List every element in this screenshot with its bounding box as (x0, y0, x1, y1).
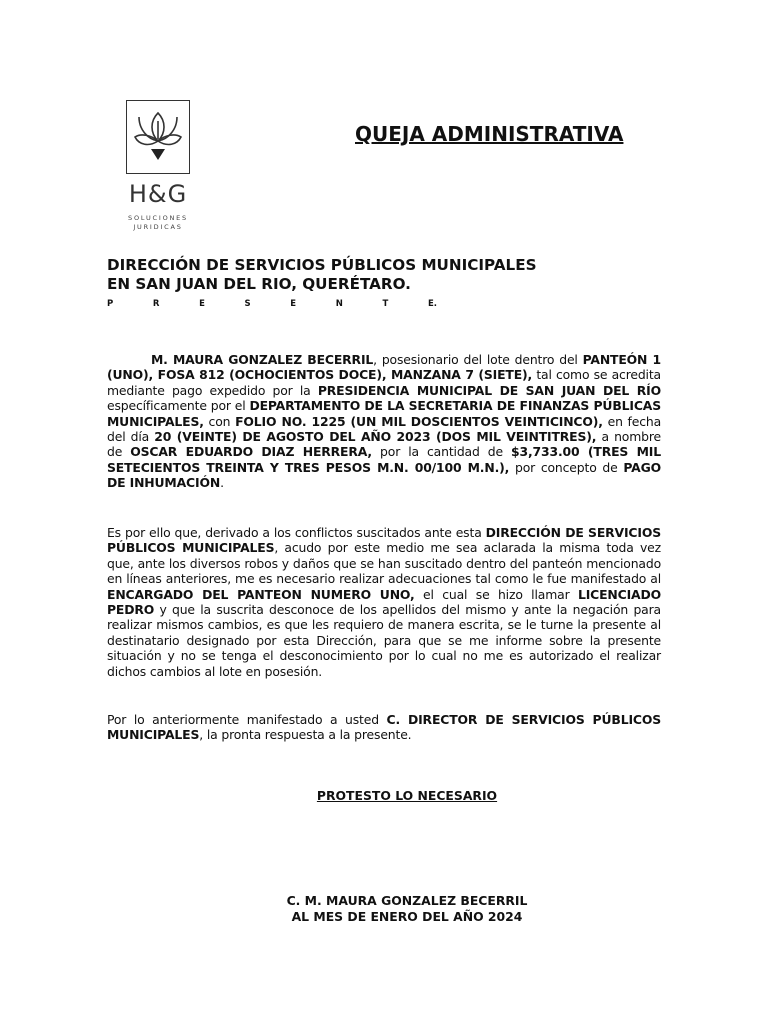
director-title: C. DIRECTOR DE SERVICIOS PÚBLICOS MUNICIPALES (107, 712, 662, 743)
closing-formula: PROTESTO LO NECESARIO (316, 788, 498, 803)
logo-subtitle-2: JURIDICAS (133, 223, 183, 231)
text-run: por la cantidad de (371, 444, 512, 460)
addressee-block (107, 256, 537, 293)
signature-date: AL MES DE ENERO DEL AÑO 2024 (291, 908, 523, 924)
presente-letter: N (335, 299, 343, 309)
text-run: el cual se hizo llamar (414, 586, 578, 602)
issuing-authority: PRESIDENCIA MUNICIPAL DE SAN JUAN DEL RÍO (317, 382, 661, 398)
presente-letter: P (107, 299, 114, 309)
paragraph-request (107, 525, 661, 679)
text-run: tal como se acredita mediante pago expedido por la (107, 367, 661, 398)
text-run: , posesionario del lote dentro del (373, 352, 583, 367)
text-run: , la pronta respuesta a la presente. (199, 727, 412, 743)
presente-letter: E (290, 299, 297, 309)
text-run: Es por ello que, derivado a los conflictos suscitados ante esta (107, 525, 486, 540)
presente-letter: R (152, 299, 160, 309)
paragraph-statement (107, 352, 661, 491)
directorate-name: DIRECCIÓN DE SERVICIOS PÚBLICOS MUNICIPALES (107, 525, 661, 556)
payment-date: 20 (VEINTE) DE AGOSTO DEL AÑO 2023 (DOS MIL VEINTITRES), (154, 429, 597, 445)
text-run: específicamente por el (107, 398, 250, 414)
presente-letter: E. (427, 299, 437, 309)
logo-emblem (126, 100, 190, 174)
cemetery-manager: ENCARGADO DEL PANTEON NUMERO UNO, (107, 586, 415, 602)
logo-subtitle-1: SOLUCIONES (128, 214, 188, 222)
lotus-icon (131, 107, 185, 167)
text-run: con (203, 413, 236, 429)
text-run: . (220, 475, 224, 491)
signature-block (107, 893, 707, 924)
manager-name: LICENCIADO PEDRO (107, 586, 661, 618)
signer-name: C. M. MAURA GONZALEZ BECERRIL (286, 893, 528, 908)
document-title: QUEJA ADMINISTRATIVA (355, 122, 624, 146)
presente-letter: E (199, 299, 205, 309)
addressee-line-1: DIRECCIÓN DE SERVICIOS PÚBLICOS MUNICIPALES (107, 256, 537, 274)
payment-amount: $3,733.00 (TRES MIL SETECIENTOS TREINTA Y TRES PESOS M.N. 00/100 M.N.), (107, 444, 662, 475)
complainant-name: M. MAURA GONZALEZ BECERRIL (151, 352, 374, 367)
addressee-line-2: EN SAN JUAN DEL RIO, QUERÉTARO. (107, 274, 411, 293)
text-run: y que la suscrita desconoce de los apellidos del mismo y ante la negación para realizar mismos cambios, es que les requiero de manera escrita, se le turne la presente al destinatario designado por esta Dirección, para que se me informe sobre la presente situación y no se tenga el desconocimiento por lo cual no me es autorizado el realizar dichos cambios al lote en posesión. (107, 602, 661, 679)
payment-concept: PAGO DE INHUMACIÓN (107, 459, 661, 491)
paragraph-closing (107, 712, 661, 743)
text-run: por concepto de (509, 459, 624, 475)
company-logo (118, 94, 206, 244)
text-run: Por lo anteriormente manifestado a usted (107, 712, 387, 727)
lot-location: PANTEÓN 1 (UNO), FOSA 812 (OCHOCIENTOS DOCE), MANZANA 7 (SIETE), (107, 352, 661, 383)
text-run: a nombre de (107, 429, 662, 460)
text-run: en fecha del día (107, 413, 662, 445)
department-name: DEPARTAMENTO DE LA SECRETARIA DE FINANZAS PÚBLICAS MUNICIPALES, (107, 398, 661, 429)
payer-name: OSCAR EDUARDO DIAZ HERRERA, (130, 444, 372, 460)
presente-line (107, 299, 437, 309)
presente-letter: S (244, 299, 251, 309)
logo-wordmark: H&G (128, 180, 188, 208)
text-run: , acudo por este medio me sea aclarada la misma toda vez que, ante los diversos robos y daños que se han suscitado dentro del panteón mencionado en líneas anteriores, me es necesario realizar adecuaciones tal como le fue manifestado al (107, 540, 661, 587)
folio-number: FOLIO NO. 1225 (UN MIL DOSCIENTOS VEINTICINCO), (235, 413, 603, 429)
presente-letter: T (382, 299, 389, 309)
